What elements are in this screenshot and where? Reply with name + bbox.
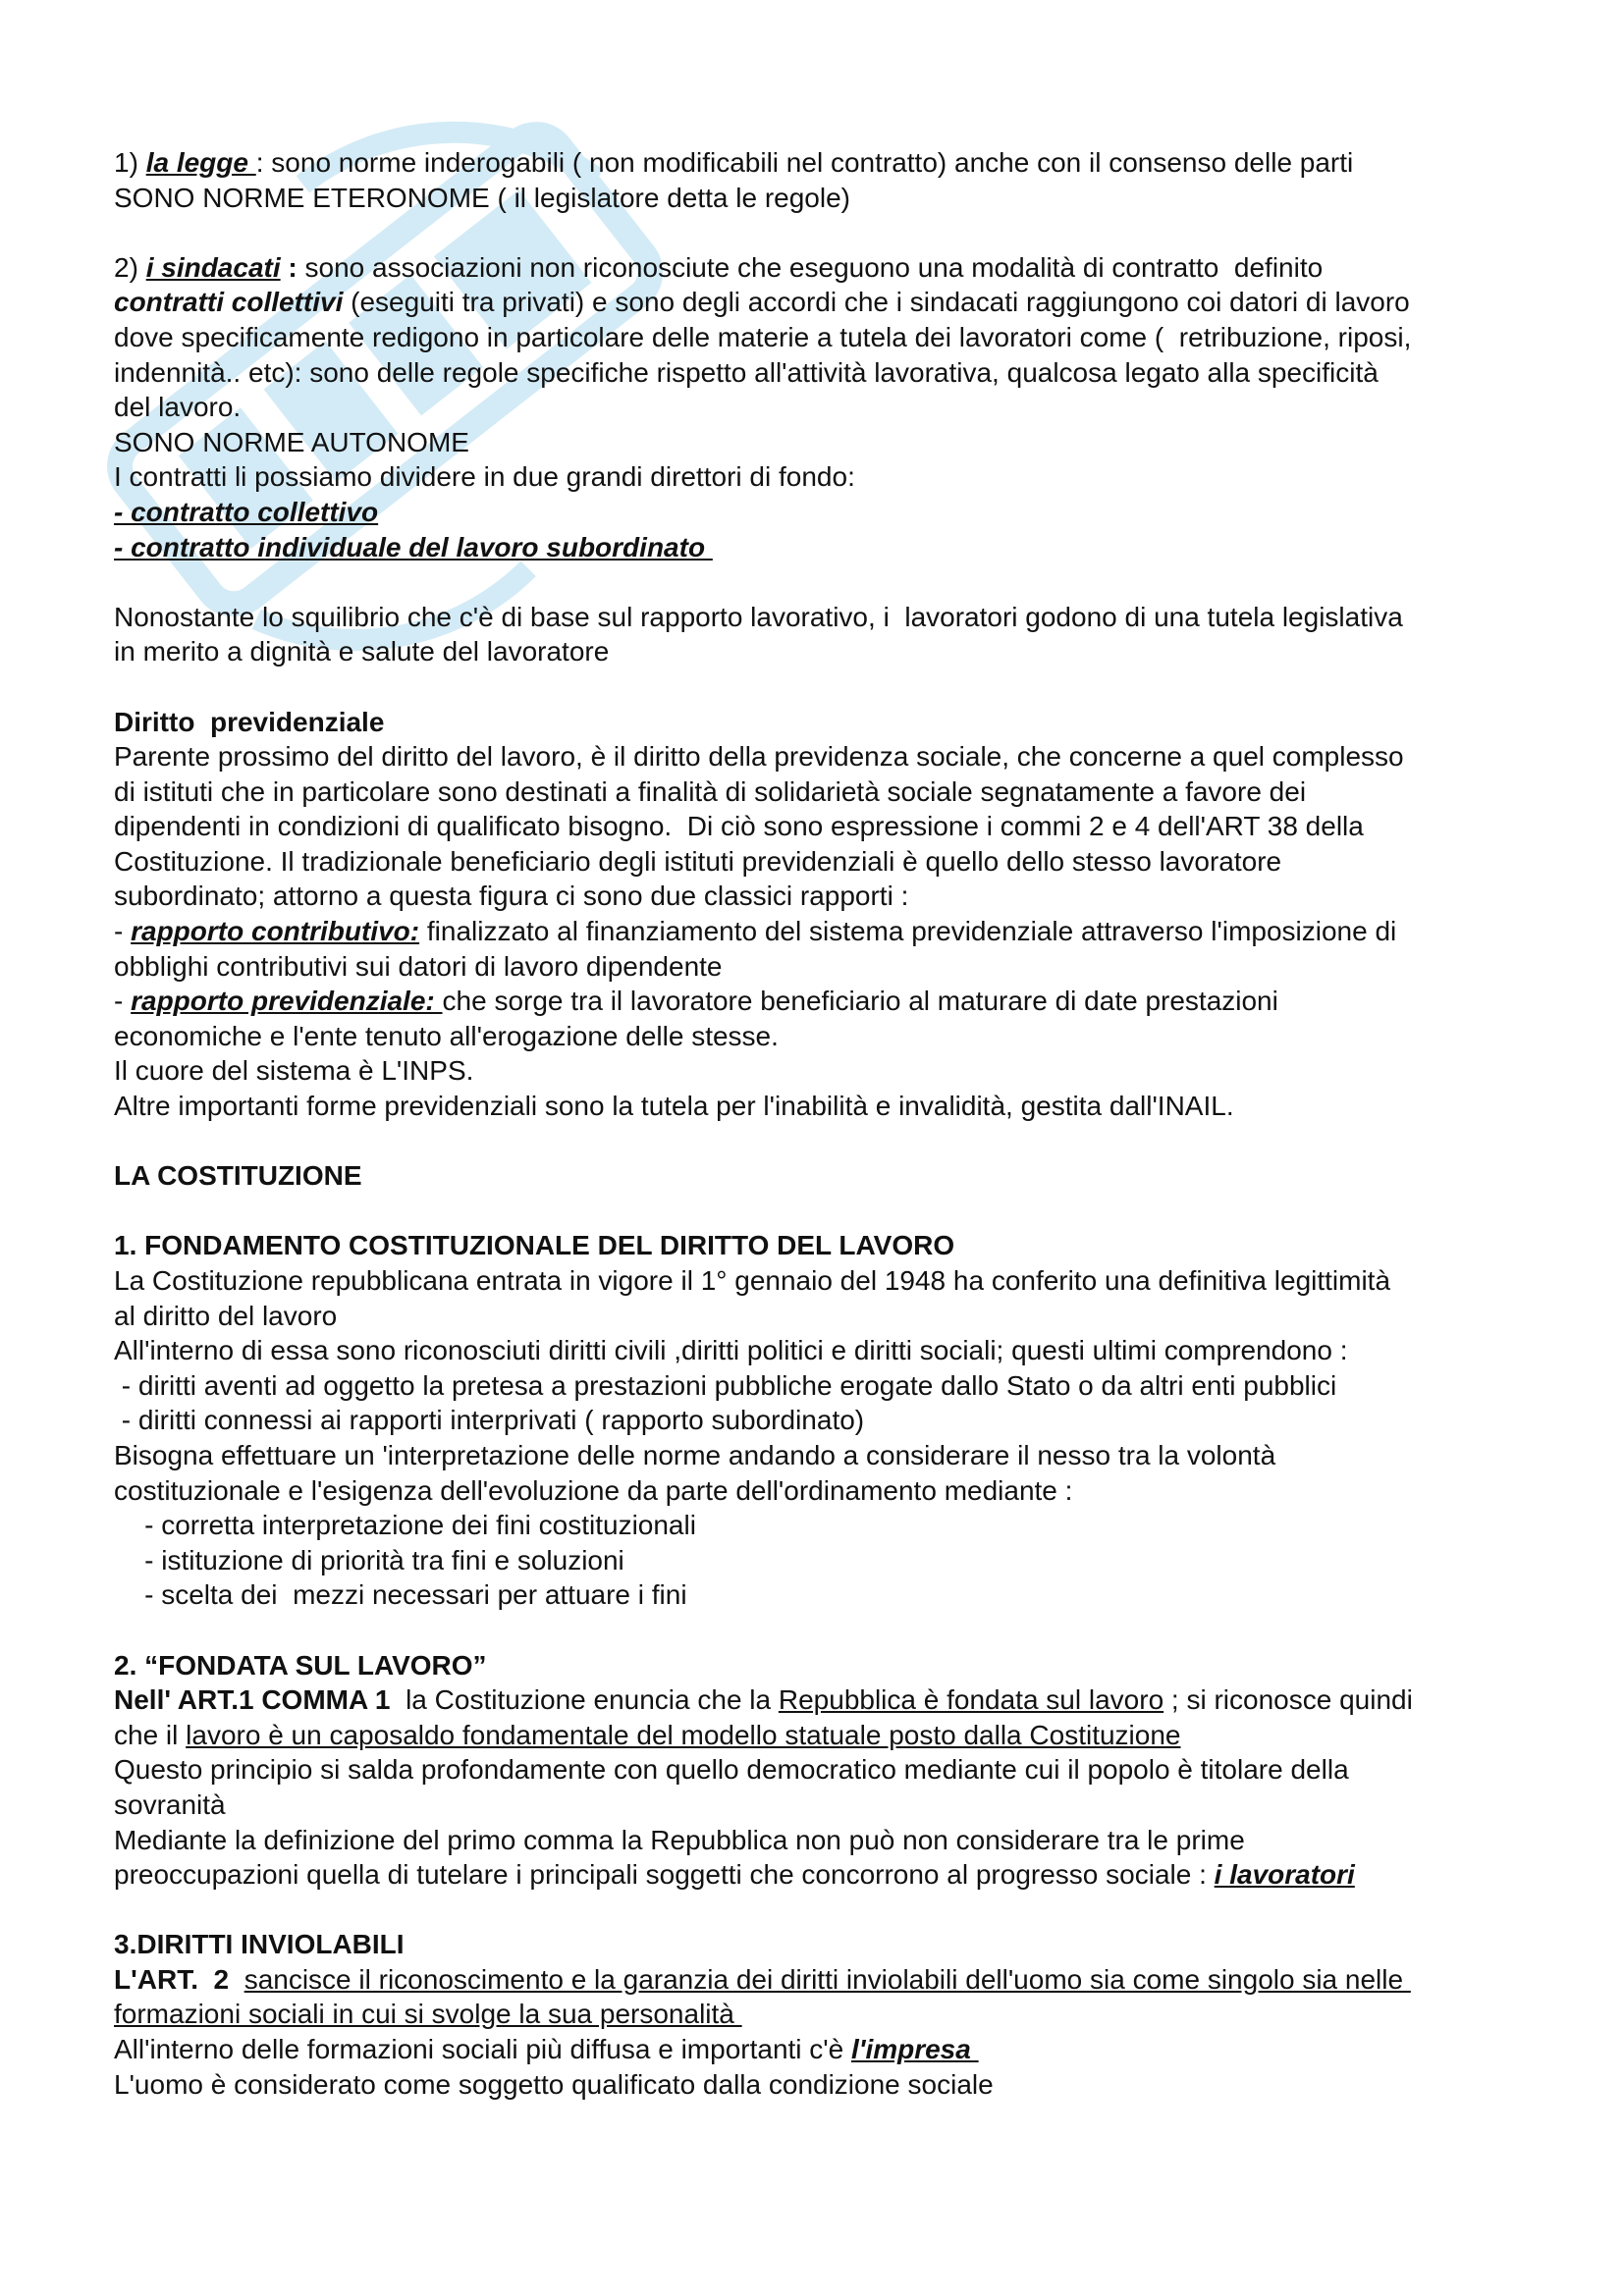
list-item-rapporto-contributivo: - rapporto contributivo: finalizzato al finanziamento del sistema previdenziale attraverso l'imposizione di [114,916,1397,947]
para-sindacati-line4: indennità.. etc): sono delle regole specifiche rispetto all'attività lavorativa, qualcosa legato alla specificità [114,356,1379,388]
para-legge-line2: SONO NORME ETERONOME ( il legislatore detta le regole) [114,182,850,213]
para-inviolabili-line4: L'uomo è considerato come soggetto qualificato dalla condizione sociale [114,2068,994,2100]
heading-fondamento-costituzionale: 1. FONDAMENTO COSTITUZIONALE DEL DIRITTO DEL LAVORO [114,1230,955,1261]
list-item-scelta-mezzi: - scelta dei mezzi necessari per attuare i fini [114,1579,687,1611]
term-impresa: l'impresa [851,2034,979,2065]
term-sindacati: i sindacati [145,251,281,283]
para-fondata-line3: Questo principio si salda profondamente con quello democratico mediante cui il popolo è titolare della [114,1754,1349,1786]
para-fondamento-line3: All'interno di essa sono riconosciuti diritti civili ,diritti politici e diritti sociali; questi ultimi comprendono : [114,1335,1348,1366]
list-item-contratto-individuale: - contratto individuale del lavoro subordinato [114,531,713,562]
para-inviolabili-line2: formazioni sociali in cui si svolge la sua personalità [114,1999,742,2030]
para-legge-line1: 1) la legge : sono norme inderogabili ( non modificabili nel contratto) anche con il consenso delle parti [114,147,1354,178]
heading-fondata-sul-lavoro: 2. “FONDATA SUL LAVORO” [114,1649,487,1681]
para-sindacati-line7: I contratti li possiamo dividere in due grandi direttori di fondo: [114,461,855,493]
para-previdenziale-line5: subordinato; attorno a questa figura ci sono due classici rapporti : [114,881,909,912]
list-item-rapporto-previdenziale-cont: economiche e l'ente tenuto all'erogazione delle stesse. [114,1020,779,1051]
para-sindacati-line1: 2) i sindacati : sono associazioni non riconosciute che eseguono una modalità di contratto definito [114,251,1324,283]
list-item-corretta-interpretazione: - corretta interpretazione dei fini costituzionali [114,1510,696,1541]
list-item-diritti-prestazioni: - diritti aventi ad oggetto la pretesa a prestazioni pubbliche erogate dallo Stato o da altri enti pubblici [114,1369,1337,1401]
list-item-rapporto-contributivo-cont: obblighi contributivi sui datori di lavoro dipendente [114,950,723,982]
para-previdenziale-line4: Costituzione. Il tradizionale beneficiario degli istituti previdenziali è quello dello stesso lavoratore [114,845,1282,877]
para-fondamento-line2: al diritto del lavoro [114,1300,338,1331]
list-item-contratto-collettivo: - contratto collettivo [114,496,379,527]
term-rapporto-previdenziale: rapporto previdenziale: [131,986,443,1017]
term-rapporto-contributivo: rapporto contributivo: [131,916,420,947]
para-previdenziale-line1: Parente prossimo del diritto del lavoro, è il diritto della previdenza sociale, che concerne a quel complesso [114,741,1404,773]
heading-diritto-previdenziale: Diritto previdenziale [114,706,385,737]
para-sindacati-line2: contratti collettivi (eseguiti tra privati) e sono degli accordi che i sindacati raggiungono coi datori di lavoro [114,287,1410,318]
para-sindacati-line3: dove specificamente redigono in particolare delle materie a tutela dei lavoratori come ( retribuzione, riposi, [114,321,1412,352]
list-item-rapporto-previdenziale: - rapporto previdenziale: che sorge tra il lavoratore beneficiario al maturare di date prestazioni [114,986,1278,1017]
para-fondamento-line7: costituzionale e l'esigenza dell'evoluzione da parte dell'ordinamento mediante : [114,1474,1073,1506]
para-fondata-line4: sovranità [114,1789,226,1820]
para-sindacati-line6: SONO NORME AUTONOME [114,426,469,457]
heading-la-costituzione: LA COSTITUZIONE [114,1160,362,1192]
para-previdenziale-line6: Il cuore del sistema è L'INPS. [114,1055,474,1087]
list-item-istituzione-priorita: - istituzione di priorità tra fini e soluzioni [114,1544,624,1575]
heading-diritti-inviolabili: 3.DIRITTI INVIOLABILI [114,1929,405,1960]
para-previdenziale-line2: di istituti che in particolare sono destinati a finalità di solidarietà sociale segnatamente a favore dei [114,775,1307,807]
list-item-diritti-interprivati: - diritti connessi ai rapporti interprivati ( rapporto subordinato) [114,1405,865,1436]
para-fondata-line2: che il lavoro è un caposaldo fondamentale del modello statuale posto dalla Costituzione [114,1719,1181,1750]
para-inviolabili-line3: All'interno delle formazioni sociali più diffusa e importanti c'è l'impresa [114,2034,979,2065]
para-fondata-line5: Mediante la definizione del primo comma la Repubblica non può non considerare tra le prime [114,1824,1245,1855]
para-squilibrio-line2: in merito a dignità e salute del lavoratore [114,636,610,667]
term-contratti-collettivi: contratti collettivi [114,287,344,318]
para-inviolabili-line1: L'ART. 2 sancisce il riconoscimento e la garanzia dei diritti inviolabili dell'uomo sia come singolo sia nelle [114,1963,1411,1995]
para-previdenziale-line3: dipendenti in condizioni di qualificato bisogno. Di ciò sono espressione i commi 2 e 4 dell'ART 38 della [114,811,1364,842]
term-legge: la legge [145,147,256,178]
para-fondamento-line1: La Costituzione repubblicana entrata in vigore il 1° gennaio del 1948 ha conferito una definitiva legittimità [114,1265,1391,1296]
document-body [114,145,1547,2102]
para-squilibrio-line1: Nonostante lo squilibrio che c'è di base sul rapporto lavorativo, i lavoratori godono di una tutela legislativa [114,601,1403,632]
para-sindacati-line5: del lavoro. [114,392,242,423]
para-fondata-line6: preoccupazioni quella di tutelare i principali soggetti che concorrono al progresso sociale : i lavoratori [114,1859,1355,1891]
para-fondata-line1: Nell' ART.1 COMMA 1 la Costituzione enuncia che la Repubblica è fondata sul lavoro ; si riconosce quindi [114,1684,1413,1716]
term-i-lavoratori: i lavoratori [1214,1859,1355,1891]
para-previdenziale-line7: Altre importanti forme previdenziali sono la tutela per l'inabilità e invalidità, gestita dall'INAIL. [114,1091,1234,1122]
para-fondamento-line6: Bisogna effettuare un 'interpretazione delle norme andando a considerare il nesso tra la volontà [114,1439,1276,1470]
